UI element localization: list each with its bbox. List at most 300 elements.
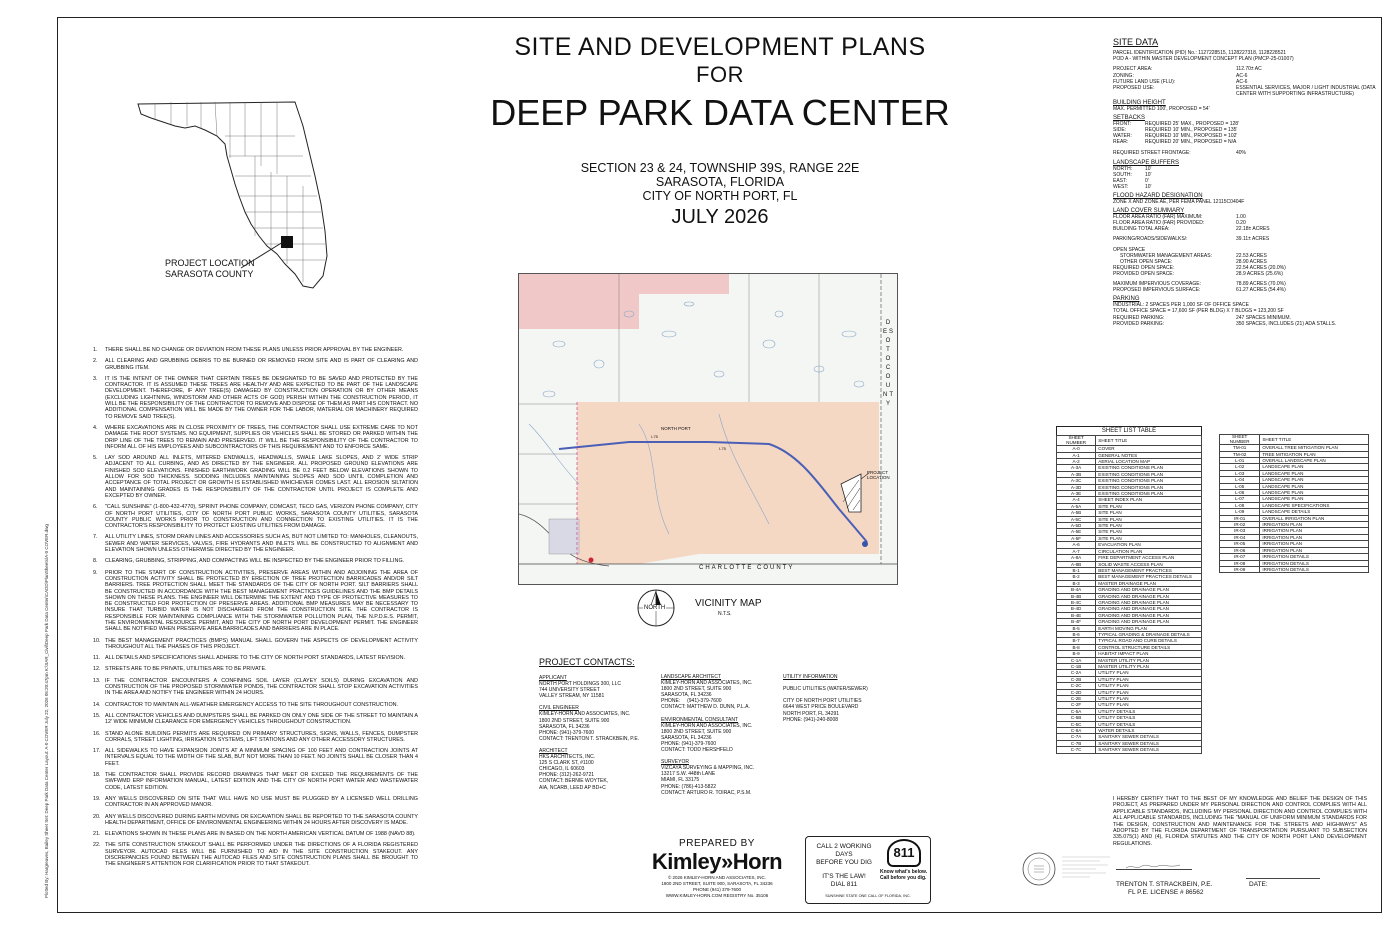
site-data-value: REQUIRED 20' MIN., PROPOSED = N/A [1145, 139, 1237, 146]
site-data-heading: SITE DATA [1113, 37, 1159, 47]
note-number: 2. [93, 358, 98, 365]
kimley-horn-logo [647, 849, 787, 875]
note-number: 10. [93, 637, 101, 644]
sheet-number: C-5A [1057, 708, 1096, 714]
general-note [93, 638, 418, 651]
general-note [93, 376, 418, 420]
contact-block [539, 748, 659, 791]
street-frontage-row: REQUIRED STREET FRONTAGE: 40% [1113, 150, 1247, 157]
site-data-key: OPEN SPACE [1113, 246, 1146, 253]
general-note [93, 796, 418, 809]
general-note [93, 702, 418, 708]
sheet-title: MASTER DRAINAGE PLAN [1096, 580, 1202, 586]
contact-role: SURVEYOR [661, 759, 689, 766]
sheet-number: B-4C [1057, 599, 1096, 605]
sheet-number: A-5B [1057, 510, 1096, 516]
contact-line: AIA, NCARB, LEED AP BD+C [539, 784, 606, 791]
general-note [93, 504, 418, 529]
sheet-number: A-3A [1057, 465, 1096, 471]
contact-line: PHONE: (941)-379-7600 [539, 729, 595, 736]
sheet-title: UTILITY DETAILS [1096, 708, 1202, 714]
note-number: 9. [93, 569, 98, 576]
project-contacts-heading: PROJECT CONTACTS: [539, 657, 635, 667]
sheet-title: LANDSCAPE DETAILS [1260, 509, 1369, 515]
sheet-title: UTILITY PLAN [1096, 696, 1202, 702]
sheet-title: SITE PLAN [1096, 503, 1202, 509]
sheet-number: C-7C [1057, 747, 1096, 753]
site-data-key: STORMWATER MANAGEMENT AREAS: [1113, 252, 1212, 259]
site-data-key: NORTH: [1113, 165, 1133, 172]
811-badge-icon: 811 [887, 839, 921, 867]
know-whats-below [880, 869, 928, 881]
sheet-title: UTILITY DETAILS [1096, 721, 1202, 727]
sheet-number: IR-07 [1220, 554, 1260, 560]
sheet-title: OVERALL IRRIGATION PLAN [1260, 515, 1369, 521]
contact-role: LANDSCAPE ARCHITECT [661, 674, 722, 680]
sheet-title: BEST MANAGEMENT PRACTICES [1096, 567, 1202, 573]
general-note [93, 455, 418, 499]
site-data-value: AC-6 [1236, 78, 1248, 85]
site-data-value: 10' [1145, 165, 1152, 172]
sheet-number: C-2E [1057, 696, 1096, 702]
logo-horn: Horn [732, 849, 783, 874]
sheet-table-header [1057, 436, 1202, 446]
note-text: ALL CLEARING AND GRUBBING DEBRIS TO BE BURNED OR REMOVED FROM SITE AND IS PART OF CLEARING AND GRUBBING ITEM. [105, 358, 418, 371]
north-label: NORTH [644, 605, 666, 611]
sheet-number-header: SHEET NUMBER [1057, 436, 1096, 446]
site-data-key: PROJECT AREA: [1113, 66, 1153, 73]
contact-role: UTILITY INFORMATION [783, 674, 838, 680]
sheet-number: B-5 [1057, 625, 1096, 631]
sheet-title: SANITARY SEWER DETAILS [1096, 740, 1202, 746]
sheet-title: HABITAT IMPACT PLAN [1096, 651, 1202, 657]
contact-line: 6644 WEST PRICE BOULEVARD [783, 704, 859, 711]
sheet-number: IR-05 [1220, 541, 1260, 547]
sheet-number: A-2 [1057, 459, 1096, 465]
sheet-title: SITE PLAN [1096, 510, 1202, 516]
site-data-value: 61.27 ACRES (54.4%) [1236, 287, 1286, 294]
plan-date: JULY 2026 [671, 206, 769, 228]
call-811-line-1: CALL 2 WORKING DAYS [816, 843, 872, 858]
call-811-line-2: BEFORE YOU DIG [816, 859, 872, 866]
sheet-title: MASTER UTILITY PLAN [1096, 664, 1202, 670]
pe-seal-icon [1022, 852, 1056, 886]
parcel-id: PARCEL IDENTIFICATION (PID) No.: 1127228515, 1128227318, 1128228521 [1113, 50, 1287, 56]
note-number: 20. [93, 813, 101, 820]
project-title: DEEP PARK DATA CENTER [490, 92, 950, 133]
contact-line: SARASOTA, FL 34236 [539, 723, 590, 730]
note-number: 3. [93, 375, 98, 382]
note-text: THERE SHALL BE NO CHANGE OR DEVIATION FROM THESE PLANS UNLESS PRIOR APPROVAL BY THE ENGINEER. [105, 347, 404, 353]
sheet-number: A-8B [1057, 561, 1096, 567]
vicinity-map-scale: N.T.S. [718, 611, 732, 617]
contact-role: CIVIL ENGINEER [539, 705, 579, 712]
sheet-number: IR-03 [1220, 528, 1260, 534]
call-811-line-4: DIAL 811 [830, 881, 858, 888]
sheet-title: BEST MANAGEMENT PRACTICES DETAILS [1096, 574, 1202, 580]
sheet-title: EXISTING CONDITIONS PLAN [1096, 491, 1202, 497]
sheet-number: B-3 [1057, 580, 1096, 586]
sheet-title: GRADING AND DRAINAGE PLAN [1096, 606, 1202, 612]
note-text: THE CONTRACTOR SHALL PROVIDE RECORD DRAWINGS THAT MEET OR EXCEED THE REQUIREMENTS OF THE SWFWMD ERP INFORMATION MANUAL, LATEST EDITION AND THE CITY OF NORTH PORT WATER AND WASTEWATER CODE, LATEST EDITION. [105, 772, 418, 791]
prepared-address: 1800 2ND STREET, SUITE 900, SARASOTA, FL 34236 [661, 881, 773, 886]
engineer-name: TRENTON T. STRACKBEIN, P.E. [1116, 881, 1213, 888]
note-number: 1. [93, 347, 98, 353]
sheet-number: L-05 [1220, 483, 1260, 489]
sheet-list-table-right [1219, 434, 1369, 573]
flood-hazard: ZONE X AND ZONE AE, PER FEMA PANEL 12115C0404F [1113, 198, 1245, 205]
sheet-number: B-1 [1057, 567, 1096, 573]
contact-line: CITY OF NORTH PORT UTILITIES [783, 698, 862, 705]
sheet-number: B-6 [1057, 631, 1096, 637]
sheet-title: LANDSCAPE PLAN [1260, 483, 1369, 489]
sheet-number: A-8A [1057, 555, 1096, 561]
sheet-number: C-2C [1057, 683, 1096, 689]
general-note [93, 731, 418, 744]
sheet-title: SANITARY SEWER DETAILS [1096, 734, 1202, 740]
note-number: 17. [93, 748, 101, 755]
sheet-title: UTILITY PLAN [1096, 670, 1202, 676]
site-data-key: PROPOSED USE: [1113, 84, 1155, 91]
contact-block [661, 759, 781, 796]
contact-role: APPLICANT [539, 675, 567, 681]
note-text: LAY SOD AROUND ALL INLETS, MITERED ENDWALLS, HEADWALLS, SWALE LAKE SLOPES, AND 2' WIDE STRIP ADJACENT TO ALL CURBING, AND AS DIRECTED BY THE ENGINEER. ALL PROPOSED GROUND ELEVATIONS ARE FINISHED SOD ELEVATIONS. FINISHED EARTHWORK GRADING WILL BE 0.2 FEET BELOW ELEVATIONS SHOWN TO ALLOW FOR SOD THICKNESS. SODDING INCLUDES MAINTAINING SLOPES AND SOD UNTIL COMPLETION AND ACCEPTANCE OF TOTAL PROJECT OR GROWTH IS ESTABLISHED WHICHEVER COMES LAST. ALL EROSION SILTATION AND MAINTAINING GRADES IS THE RESPONSIBILITY OF THE CONTRACTOR UNTIL PROJECT IS COMPLETE AND EXCEPTED BY OWNER. [105, 455, 418, 499]
location-map-label [165, 258, 255, 280]
building-height-heading: BUILDING HEIGHT [1113, 99, 1166, 106]
sheet-title: LANDSCAPE PLAN [1260, 490, 1369, 496]
contact-line: KIMLEY-HORN AND ASSOCIATES, INC. [661, 680, 753, 687]
sheet-number: L-03 [1220, 470, 1260, 476]
note-number: 6. [93, 504, 98, 511]
site-data-value: 28.9 ACRES (25.6%) [1236, 270, 1283, 277]
sheet-title: IRRIGATION DETAILS [1260, 560, 1369, 566]
note-number: 7. [93, 534, 98, 541]
flood-hazard-heading: FLOOD HAZARD DESIGNATION [1113, 192, 1203, 199]
site-data-key: REQUIRED OPEN SPACE: [1113, 264, 1175, 271]
sheet-number-header: SHEET NUMBER [1220, 435, 1260, 445]
site-data-key: OTHER OPEN SPACE: [1113, 258, 1173, 265]
sheet-number: IR-01 [1220, 515, 1260, 521]
logo-arrows-icon: » [721, 849, 733, 874]
i-75-label-west: I-75 [651, 434, 658, 439]
sheet-title: TYPICAL GRADING & DRAINAGE DETAILS [1096, 631, 1202, 637]
sheet-title: EVACUATION PLAN [1096, 542, 1202, 548]
county-state: SARASOTA, FLORIDA [655, 175, 785, 189]
contact-line: 125 S CLARK ST, #1100 [539, 760, 594, 767]
contact-line: SARASOTA, FL 34236 [661, 734, 712, 741]
sheet-number: B-2 [1057, 574, 1096, 580]
sheet-number: B-9 [1057, 651, 1096, 657]
site-data-value: 10' [1145, 171, 1152, 178]
sheet-title: SOLID WASTE ACCESS PLAN [1096, 561, 1202, 567]
contact-role: ENVIRONMENTAL CONSULTANT [661, 716, 739, 723]
sheet-number: B-4F [1057, 619, 1096, 625]
sheet-title: EXISTING CONDITIONS PLAN [1096, 484, 1202, 490]
sheet-title: UTILITY PLAN [1096, 676, 1202, 682]
contact-line: PHONE: (312)-262-9721 [539, 772, 595, 779]
contact-line: CONTACT: TRENTON T. STRACKBEIN, P.E. [539, 735, 640, 742]
sheet-title: GRADING AND DRAINAGE PLAN [1096, 599, 1202, 605]
site-data-value: 0.20 [1236, 220, 1246, 227]
sheet-title: SITE PLAN [1096, 535, 1202, 541]
general-note [93, 831, 418, 837]
note-text: IF THE CONTRACTOR ENCOUNTERS A CONFINING SOIL LAYER (CLAYEY SOILS) DURING EXCAVATION AND CONSTRUCTION OF THE PROPOSED STORMWATER PONDS, THE CONTRACTOR SHALL STOP EXCAVATION ACTIVITIES IN THE AREA AND NOTIFY THE ENGINEER WITHIN 24 HOURS. [105, 677, 418, 697]
contact-line: NORTH PORT, FL 34291 [783, 710, 840, 717]
contact-block [661, 717, 781, 754]
sheet-number: L-06 [1220, 490, 1260, 496]
contact-line: HKS ARCHITECTS, INC. [539, 754, 596, 761]
sheet-title: OVERALL LANDSCAPE PLAN [1260, 458, 1369, 464]
sheet-title: UTILITY DETAILS [1096, 715, 1202, 721]
engineer-certification: I HEREBY CERTIFY THAT TO THE BEST OF MY KNOWLEDGE AND BELIEF THE DESIGN OF THIS PROJECT, AS PREPARED UNDER MY PERSONAL DIRECTION AND CONTROL COMPLIES WITH ALL APPLICABLE STANDARDS, INCLUDING MY PERSONAL DIRECTION AND CONTROL COMPLIES WITH ALL APPLICABLE STANDARDS, INCLUDING THE "MANUAL OF UNIFORM MINIMUM STANDARDS FOR THE DESIGN, CONSTRUCTION AND MAINTENANCE FOR THE STREETS AND HIGHWAYS" AS ADOPTED BY THE FLORIDA DEPARTMENT OF TRANSPORTATION PURSUANT TO SUBSECTION 335.075(1) AND (4), FLORIDA STATUTES AND THE CITY OF NORTH PORT LAND DEVELOPMENT REGULATIONS. [1113, 796, 1367, 847]
sheet-number: A-3E [1057, 491, 1096, 497]
sheet-number: B-4D [1057, 606, 1096, 612]
sheet-number: L-09 [1220, 509, 1260, 515]
sheet-number: A-5D [1057, 523, 1096, 529]
sheet-title: EXISTING CONDITIONS PLAN [1096, 478, 1202, 484]
desoto-county-label: DESOTO COUNTY [883, 320, 896, 407]
site-data-value: REQUIRED 25' MAX., PROPOSED = 128' [1145, 121, 1240, 128]
sheet-row [1057, 574, 1202, 580]
sheet-title: IRRIGATION DETAILS [1260, 554, 1369, 560]
site-data-value: AC-6 [1236, 72, 1248, 79]
general-note [93, 814, 418, 827]
site-data-row [1113, 85, 1378, 97]
sheet-number: B-4A [1057, 587, 1096, 593]
setbacks-list [1113, 121, 1378, 145]
site-data-value: 22.54 ACRES (20.0%) [1236, 264, 1286, 271]
contact-line: 1800 2ND STREET, SUITE 900 [661, 728, 732, 735]
note-text: PRIOR TO THE START OF CONSTRUCTION ACTIVITIES, PRESERVE AREAS WITHIN AND ADJOINING THE AREA OF CONSTRUCTION ACTIVITY SHALL BE PROTECTED BY ERECTION OF TREE PROTECTION BARRICADES AND/OR SILT BARRIERS. TREE PROTECTION SHALL MEET THE STANDARDS OF THE CITY OF NORTH PORT. SILT BARRIERS SHALL BE CONSTRUCTED IN ACCORDANCE WITH THE BEST MANAGEMENT PRACTICES GUIDELINES AND THE BMP DETAILS SHOWN ON THESE PLANS. THE ENGINEER WILL DETERMINE THE EXTENT AND TYPE OF PROTECTIVE MEASURES TO BE CONSTRUCTED FOR PROTECTION OF PRESERVE AREAS. ADDITIONAL BMP MEASURES MAY BE NECESSARY TO INSURE THAT TURBID WATER IS NOT DISCHARGED FROM THE CONSTRUCTION SITE. THE CONTRACTOR IS RESPONSIBLE FOR MAINTAINING COMPLIANCE WITH THE STORMWATER POLLUTION PLAN, THE N.P.D.E.S. PERMIT, THE ENVIRONMENTAL RESOURCE PERMIT, AND THE CITY OF NORTH PORT DEVELOPMENT PERMIT. THE ENGINEER SHALL BE NOTIFIED WHEN PRESERVE AREA BARRICADES AND BARRIERS ARE IN PLACE. [105, 569, 418, 633]
sheet-title: SITE PLAN [1096, 523, 1202, 529]
note-number: 11. [93, 655, 101, 662]
note-text: STREETS ARE TO BE PRIVATE, UTILITIES ARE TO BE PRIVATE. [105, 666, 267, 673]
sheet-title: UTILITY PLAN [1096, 689, 1202, 695]
building-height: MAX. PERMITTED 100', PROPOSED = 54' [1113, 105, 1210, 112]
sheet-title: TYPICAL ROAD AND CURB DETAILS [1096, 638, 1202, 644]
note-number: 19. [93, 795, 101, 802]
note-number: 12. [93, 666, 101, 673]
sheet-title: IRRIGATION PLAN [1260, 541, 1369, 547]
contact-line: PHONE: (941)-379-7600 [661, 698, 722, 705]
sheet-number: IR-04 [1220, 534, 1260, 540]
note-number: 14. [93, 701, 101, 708]
site-data-value: 0' [1145, 177, 1149, 184]
sheet-title: OVERALL TREE MITIGATION PLAN [1260, 445, 1369, 451]
site-data-key: FLOOR AREA RATIO (FAR) MAXIMUM: [1113, 214, 1203, 221]
site-data-value: 22.18± ACRES [1236, 226, 1270, 233]
contact-line: CONTACT: MATTHEW D. DUNN, P.L.A. [661, 704, 750, 711]
prepared-website: WWW.KIMLEY-HORN.COM REGISTRY No. 35106 [665, 893, 769, 898]
sheet-title: UTILITY PLAN [1096, 702, 1202, 708]
sheet-title: CONTROL STRUCTURE DETAILS [1096, 644, 1202, 650]
sheet-title: SHEET INDEX PLAN [1096, 497, 1202, 503]
site-data-key: WEST: [1113, 183, 1129, 190]
contacts-column-2 [661, 674, 781, 802]
sheet-number: IR-09 [1220, 566, 1260, 572]
prepared-phone: PHONE (941) 379-7600 [692, 887, 742, 892]
site-data-key: SIDE: [1113, 127, 1127, 134]
contact-line: PHONE: (786)-413-5822 [661, 783, 717, 790]
contact-line: PHONE: (941)-240-8008 [783, 716, 839, 723]
contact-line: 1800 2ND STREET, SUITE 900 [539, 717, 610, 724]
note-text: ALL SIDEWALKS TO HAVE EXPANSION JOINTS AT A MINIMUM SPACING OF 100 FEET AND CONTRACTION JOINTS AT INTERVALS EQUAL TO THE WIDTH OF THE SLAB, BUT NOT MORE THAN 10 FEET. NO JOINTS SHALL BE CLOSER THAN 4 FEET. [105, 748, 418, 767]
contact-line: PUBLIC UTILITIES (WATER/SEWER) [783, 686, 868, 693]
general-note [93, 558, 418, 564]
site-data-row [1113, 184, 1378, 190]
project-location-label: PROJECT LOCATION [165, 258, 255, 268]
sheet-row [1057, 631, 1202, 637]
contact-line: VIZCAYA SURVEYING & MAPPING, INC. [661, 765, 755, 772]
sheet-title: LANDSCAPE PLAN [1260, 496, 1369, 502]
sheet-number: L-02 [1220, 464, 1260, 470]
call-811-footer: SUNSHINE STATE ONE CALL OF FLORIDA, INC. [825, 894, 911, 898]
sheet-title: LANDSCAPE PLAN [1260, 477, 1369, 483]
sheet-title: FIRE DEPARTMENT ACCESS PLAN [1096, 555, 1202, 561]
site-data-key: SOUTH: [1113, 171, 1132, 178]
note-number: 5. [93, 455, 98, 462]
sheet-number: C-1A [1057, 657, 1096, 663]
sheet-number: C-2B [1057, 676, 1096, 682]
note-text: ALL UTILITY LINES, STORM DRAIN LINES AND ACCESSORIES SUCH AS, BUT NOT LIMITED TO: MANHOLES, CLEANOUTS, SEWER AND WATER SERVICES, VALVES, FIRE HYDRANTS AND INLETS WILL BE CONSTRUCTED TO ALIGNMENT AND ELEVATION SHOWN UNLESS OTHERWISE DIRECTED BY THE ENGINEER. [105, 534, 418, 554]
sheet-number: IR-02 [1220, 522, 1260, 528]
sheet-title: MASTER UTILITY PLAN [1096, 657, 1202, 663]
prepared-by-block [647, 838, 787, 899]
contact-line: NORTH PORT HOLDINGS 300, LLC [539, 681, 621, 688]
title-line-2: FOR [696, 62, 744, 87]
section-township-range: SECTION 23 & 24, TOWNSHIP 39S, RANGE 22E [580, 161, 860, 175]
city: CITY OF NORTH PORT, FL [642, 189, 798, 203]
date-line [1246, 878, 1320, 879]
site-data-value: 112.70± AC [1236, 66, 1262, 73]
sheet-title: GRADING AND DRAINAGE PLAN [1096, 619, 1202, 625]
contacts-column-3 [783, 674, 903, 729]
site-data-key: REQUIRED PARKING: [1113, 314, 1165, 321]
sheet-title: SITE PLAN [1096, 516, 1202, 522]
contact-line: CONTACT: TODD HERSHFELD [661, 747, 733, 754]
parking-office-space: TOTAL OFFICE SPACE = 17,600 SF (PER BLDG) X 7 BLDGS = 123,200 SF [1113, 308, 1284, 315]
sheet-number: A-4 [1057, 497, 1096, 503]
contact-line: 744 UNIVERSITY STREET [539, 687, 600, 694]
general-note [93, 842, 418, 867]
note-text: "CALL SUNSHINE" (1-800-432-4770), SPRINT PHONE COMPANY, COMCAST, TECO GAS, VERIZON PHONE COMPANY, CITY OF NORTH PORT UTILITIES, CITY OF NORTH PORT PUBLIC WORKS, SARASOTA COUNTY UTILITIES, SARASOTA COUNTY PUBLIC WORKS PRIOR TO CONSTRUCTION AND CONNECTION TO EXISTING UTILITIES. IT IS THE CONTRACTOR'S RESPONSIBILITY TO PROTECT EXISTING UTILITIES FROM DAMAGE. [105, 504, 418, 530]
site-data-row [1113, 321, 1378, 327]
site-data-value: 39.11± ACRES [1236, 236, 1270, 243]
contact-role: ARCHITECT [539, 747, 568, 754]
contact-line: 13217 S.W. 448th LANE [661, 771, 716, 778]
note-number: 22. [93, 842, 101, 849]
sheet-number: A-3D [1057, 484, 1096, 490]
sheet-title: CIRCULATION PLAN [1096, 548, 1202, 554]
site-data-value: REQUIRED 10' MIN., PROPOSED = 102' [1145, 133, 1238, 140]
sheet-title: IRRIGATION PLAN [1260, 522, 1369, 528]
note-number: 21. [93, 831, 101, 838]
sheet-number: C-7B [1057, 740, 1096, 746]
know-line-1: Know what's below. [880, 869, 928, 875]
sheet-number: A-5E [1057, 529, 1096, 535]
site-data-key: WATER: [1113, 133, 1132, 140]
sheet-title: TREE MITIGATION PLAN [1260, 451, 1369, 457]
prepared-by-label: PREPARED BY [679, 838, 755, 849]
call-811-text [809, 843, 879, 889]
site-data-key: PROVIDED PARKING: [1113, 320, 1165, 327]
sheet-number: C-5B [1057, 715, 1096, 721]
sheet-number: C-6A [1057, 728, 1096, 734]
contact-block [539, 705, 659, 742]
note-text: ALL CONTRACTOR VEHICLES AND DUMPSTERS SHALL BE PARKED ON ONLY ONE SIDE OF THE STREET TO MAINTAIN A 12' WIDE MINIMUM CLEARANCE FOR EMERGENCY VEHICLES THROUGHOUT CONSTRUCTION. [105, 712, 418, 726]
sheet-title: UTILITY PLAN [1096, 683, 1202, 689]
site-data-key: PARKING/ROADS/SIDEWALKS/: [1113, 236, 1188, 243]
site-data-value: 1.00 [1236, 214, 1246, 221]
parking-list [1113, 315, 1378, 327]
sheet-number: IR-08 [1220, 560, 1260, 566]
contact-line: KIMLEY-HORN AND ASSOCIATES, INC. [661, 722, 753, 729]
sheet-number: TM-01 [1220, 445, 1260, 451]
sheet-title: GRADING AND DRAINAGE PLAN [1096, 612, 1202, 618]
sheet-number: A-5A [1057, 503, 1096, 509]
sheet-number: C-1B [1057, 664, 1096, 670]
land-cover-list [1113, 214, 1378, 293]
sheet-title: IRRIGATION PLAN [1260, 547, 1369, 553]
general-note [93, 772, 418, 791]
general-note [93, 425, 418, 450]
site-data-general [1113, 66, 1378, 96]
general-note [93, 358, 418, 371]
setbacks-heading: SETBACKS [1113, 115, 1146, 122]
site-data-value: ESSENTIAL SERVICES, MAJOR / LIGHT INDUSTRIAL (DATA CENTER WITH SUPPORTING INFRASTRUCTURE) [1236, 84, 1376, 97]
note-number: 18. [93, 772, 101, 779]
note-text: THE SITE CONSTRUCTION STAKEOUT SHALL BE PERFORMED UNDER THE DIRECTIONS OF A FLORIDA REGISTERED SURVEYOR. AUTOCAD FILES WILL BE FURNISHED TO AID IN THE SITE CONSTRUCTION STAKEOUT. ANY DISCREPANCIES FOUND BETWEEN THE AUTOCAD FILES AND SITE CONSTRUCTION PLANS SHALL BE BROUGHT TO THE ENGINEER'S ATTENTION FOR CLARIFICATION PRIOR TO THAT STAKEOUT. [105, 842, 418, 868]
site-data-value: 28.90 ACRES [1236, 258, 1267, 265]
site-data-key: FLOOR AREA RATIO (FAR) PROVIDED: [1113, 220, 1205, 227]
general-note [93, 534, 418, 553]
sheet-number: B-4B [1057, 593, 1096, 599]
contact-line: CONTACT: ARTURO R. TOIRAC, P.S.M. [661, 789, 752, 796]
date-label: DATE: [1249, 881, 1268, 888]
site-data-key: MAXIMUM IMPERVIOUS COVERAGE: [1113, 280, 1201, 287]
sheet-title-header: SHEET TITLE [1096, 436, 1202, 446]
sheet-title: EARTH MOVING PLAN [1096, 625, 1202, 631]
i-75-label-east: I-75 [719, 446, 726, 451]
sheet-title: IRRIGATION PLAN [1260, 528, 1369, 534]
sheet-title: EXISTING CONDITIONS PLAN [1096, 465, 1202, 471]
sheet-number: A-6 [1057, 542, 1096, 548]
logo-kimley: Kimley [651, 849, 722, 874]
charlotte-county-label: CHARLOTTE COUNTY [699, 565, 795, 571]
note-number: 8. [93, 558, 98, 565]
site-data-value: 247 SPACES MINIMUM. [1236, 314, 1291, 321]
engineer-license: FL P.E. LICENSE # 86562 [1128, 889, 1204, 896]
note-number: 15. [93, 712, 101, 719]
sheet-number: A-3C [1057, 478, 1096, 484]
contact-line: CHICAGO, IL 60603 [539, 766, 585, 773]
contact-block [783, 674, 903, 723]
parking-rule: INDUSTRIAL: 2 SPACES PER 1,000 SF OF OFFICE SPACE [1113, 302, 1249, 309]
note-text: WHERE EXCAVATIONS ARE IN CLOSE PROXIMITY OF TREES, THE CONTRACTOR SHALL USE EXTREME CARE TO NOT DAMAGE THE ROOT SYSTEMS. NO EQUIPMENT, SUPPLIES OR VEHICLES SHALL BE STORED OR PARKED WITHIN THE DRIP LINE OF THE TREES TO REMAIN AND PRESERVED. IT WILL BE THE RESPONSIBILITY OF THE CONTRACTOR TO INFORM ALL OF HIS EMPLOYEES AND SUBCONTRACTORS OF THIS REQUIREMENT AND TO ENFORCE SAME. [105, 424, 418, 450]
sheet-title: COVER [1096, 446, 1202, 452]
note-number: 16. [93, 730, 101, 737]
contact-line: PHONE: (941)-379-7600 [661, 740, 717, 747]
sheet-title-header: SHEET TITLE [1260, 435, 1369, 445]
general-note [93, 713, 418, 726]
note-text: ANY WELLS DISCOVERED ON SITE THAT WILL HAVE NO USE MUST BE PLUGGED BY A LICENSED WELL DRILLING CONTRACTOR IN AN APPROVED MANOR. [105, 795, 418, 809]
contacts-column-1 [539, 675, 659, 797]
note-number: 13. [93, 677, 101, 684]
site-data-key: BUILDING TOTAL AREA: [1113, 226, 1170, 233]
site-data-key: ZONING: [1113, 72, 1134, 79]
site-data-key: FRONT: [1113, 121, 1132, 128]
site-data-key: FUTURE LAND USE (FLU): [1113, 78, 1176, 85]
